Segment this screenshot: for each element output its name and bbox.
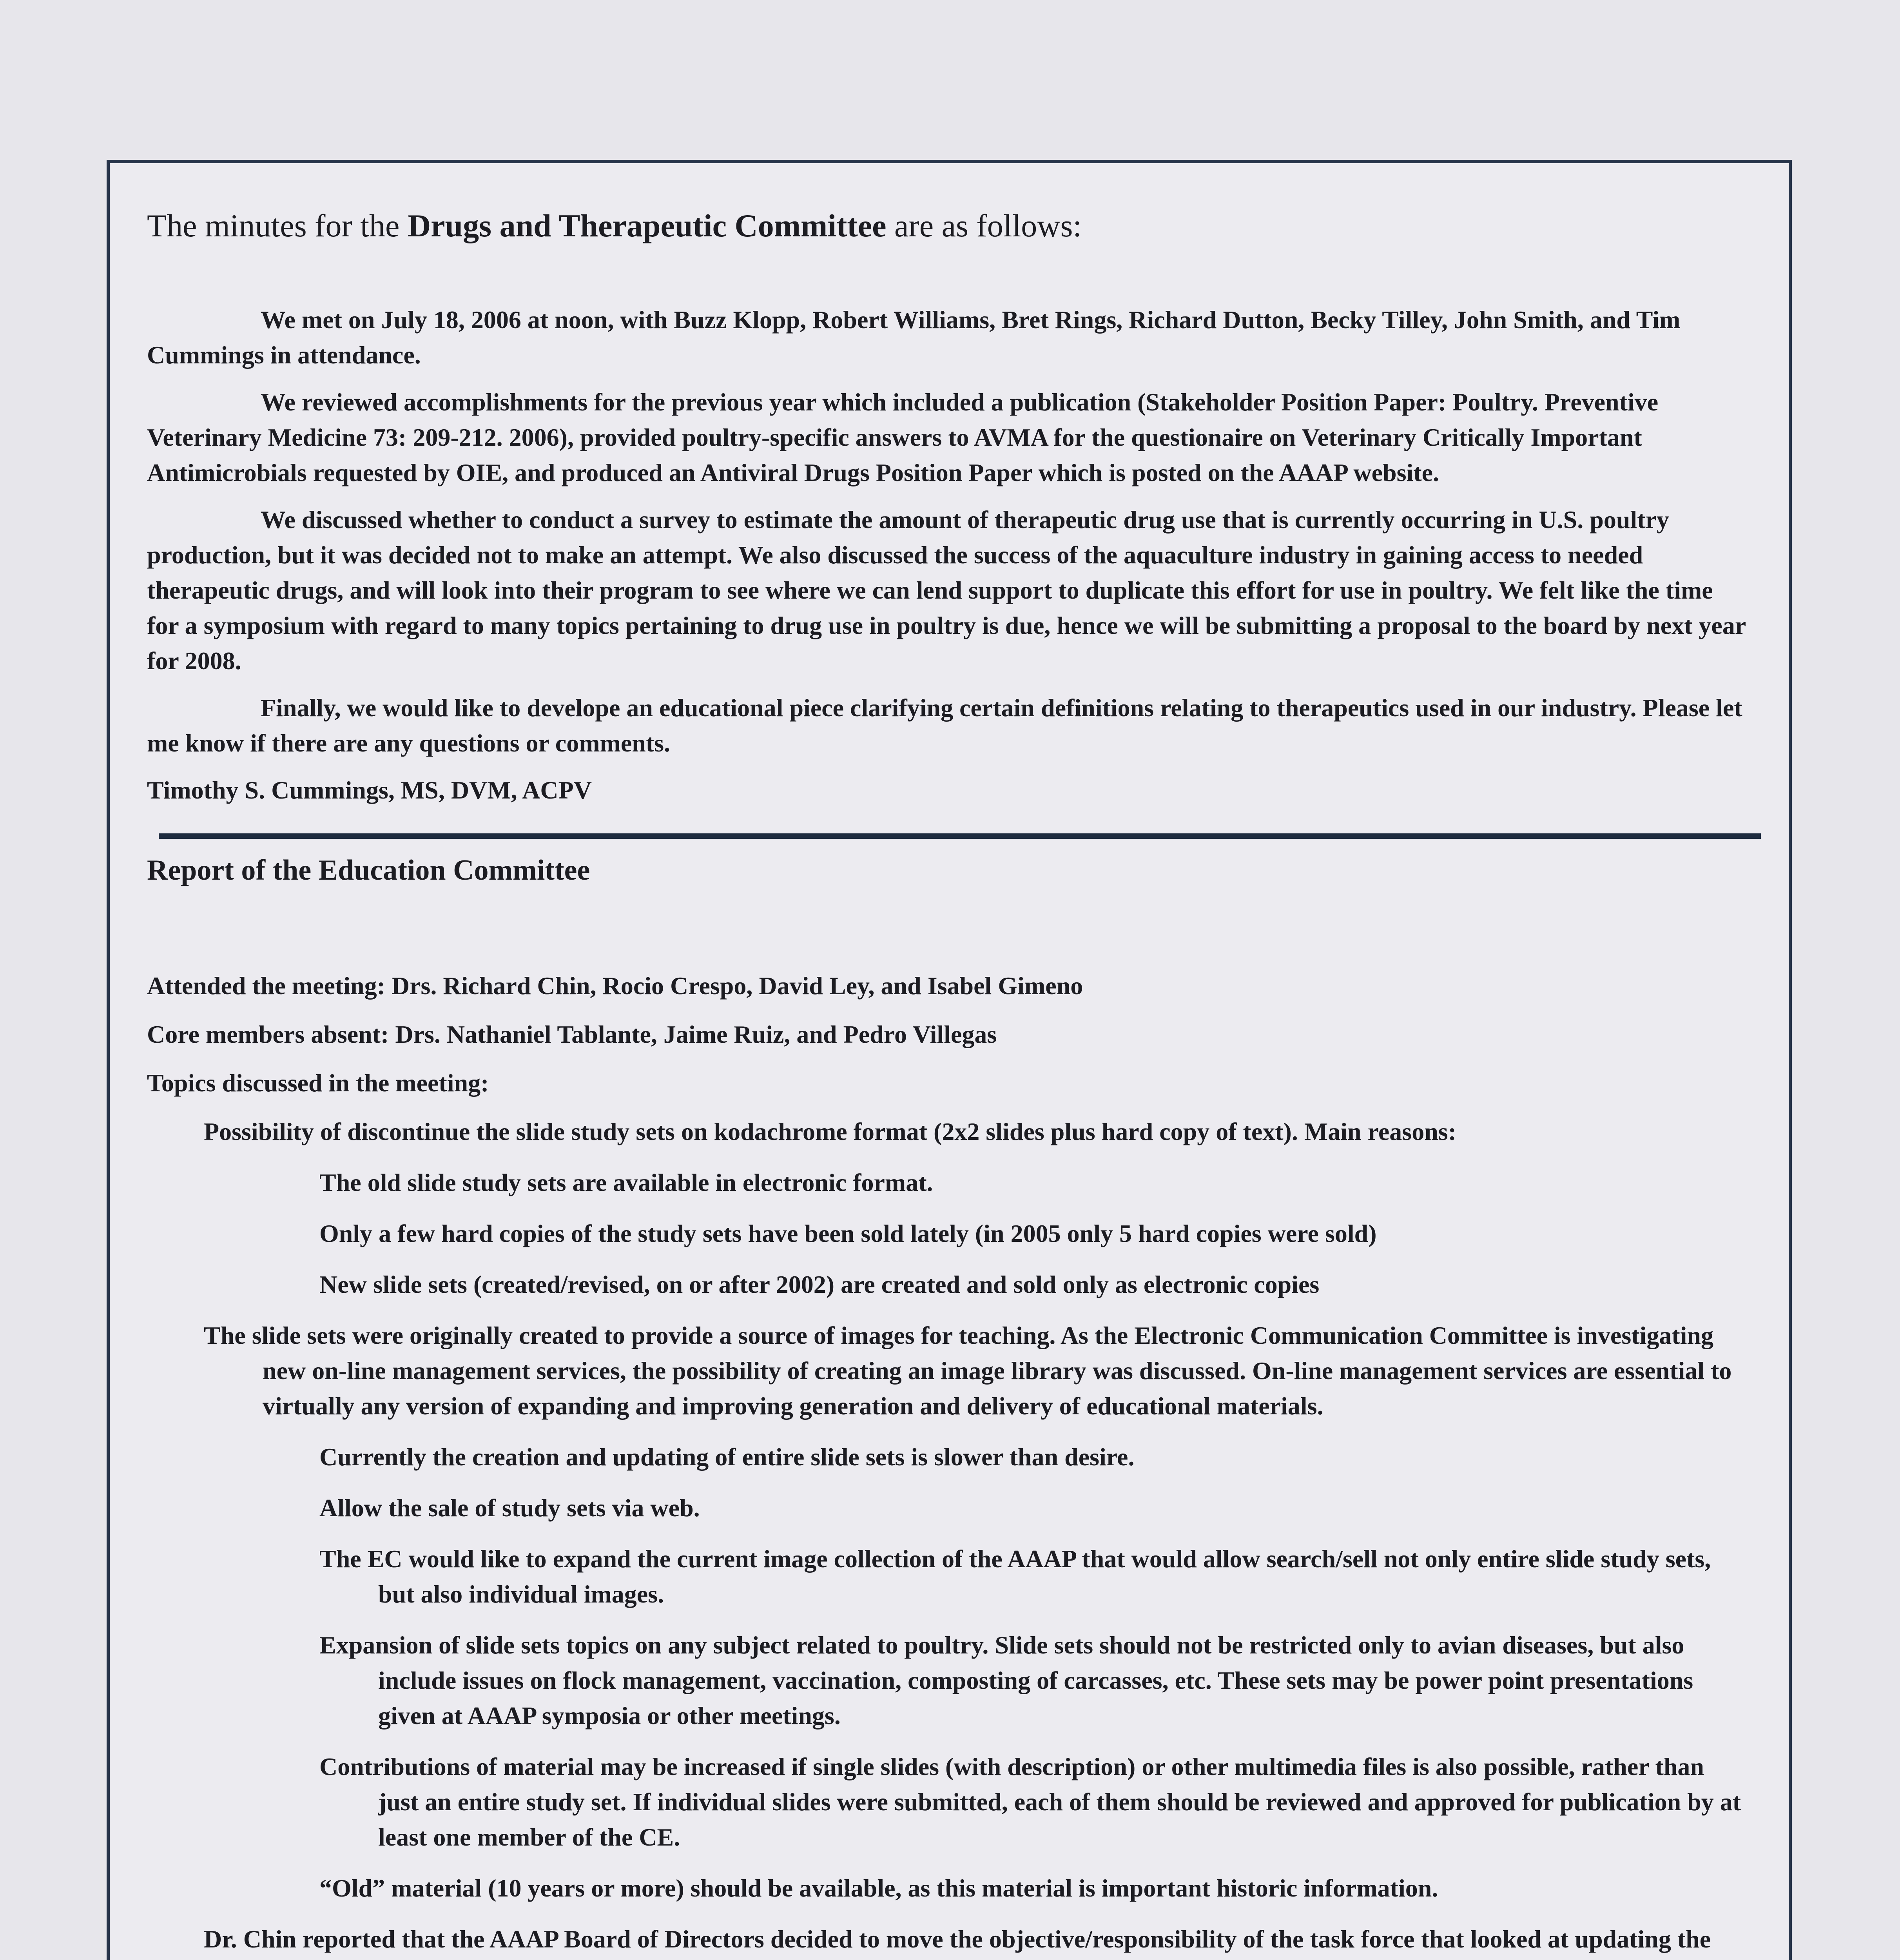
- topic-kodachrome: Possibility of discontinue the slide study sets on kodachrome format (2x2 slides plus hard copy of text). Main reasons:: [204, 1118, 1456, 1145]
- topics-label: Topics discussed in the meeting:: [147, 1069, 489, 1097]
- drugs-paragraph-survey: We discussed whether to conduct a survey to estimate the amount of therapeutic drug use that is currently occurring in U.S. poultry production, but it was decided not to make an attempt. We also discussed the success of the aquaculture industry in gaining access to needed therapeutic drugs, and will look into their program to see where we can lend support to duplicate this effort for use in poultry. We felt like the time for a symposium with regard to many topics pertaining to drug use in poultry is due, hence we will be submitting a proposal to the board by next year for 2008.: [147, 506, 1746, 675]
- topic-task-force: Dr. Chin reported that the AAAP Board of Directors decided to move the objective/responsibility of the task force that looked at updating the: [204, 1925, 1711, 1953]
- topic-kodachrome-reason: The old slide study sets are available in electronic format.: [319, 1169, 933, 1196]
- topic-image-library-point: Allow the sale of study sets via web.: [319, 1494, 700, 1522]
- topic-kodachrome-reason: Only a few hard copies of the study sets have been sold lately (in 2005 only 5 hard copies were sold): [319, 1220, 1377, 1247]
- topic-kodachrome-reason: New slide sets (created/revised, on or after 2002) are created and sold only as electronic copies: [319, 1270, 1320, 1298]
- heading-committee-name: Drugs and Therapeutic Committee: [407, 208, 887, 243]
- section-divider: [159, 833, 1761, 839]
- topic-image-library: The slide sets were originally created to provide a source of images for teaching. As the Electronic Communication Committee is investigating new on-line management services, the possibility of creating an image library was discussed. On-line management services are essential to virtually any version of expanding and improving generation and delivery of educational materials.: [204, 1321, 1732, 1420]
- document-content: [147, 204, 1750, 1960]
- drugs-paragraph-closing: Finally, we would like to develope an educational piece clarifying certain definitions relating to therapeutics used in our industry. Please let me know if there are any questions or comments.: [147, 694, 1742, 757]
- absent-line: Core members absent: Drs. Nathaniel Tablante, Jaime Ruiz, and Pedro Villegas: [147, 1020, 997, 1048]
- heading-prefix: The minutes for the: [147, 208, 408, 243]
- topic-image-library-point: “Old” material (10 years or more) should be available, as this material is important historic information.: [319, 1874, 1438, 1902]
- education-committee-title: Report of the Education Committee: [147, 854, 590, 886]
- topic-image-library-point: Expansion of slide sets topics on any subject related to poultry. Slide sets should not be restricted only to avian diseases, but also include issues on flock management, vaccination, composting of carcasses, etc. These sets may be power point presentations given at AAAP symposia or other meetings.: [319, 1631, 1693, 1730]
- signature: Timothy S. Cummings, MS, DVM, ACPV: [147, 776, 592, 804]
- drugs-committee-heading: [147, 204, 1750, 247]
- drugs-paragraph-accomplishments: We reviewed accomplishments for the previous year which included a publication (Stakeholder Position Paper: Poultry. Preventive Veterinary Medicine 73: 209-212. 2006), provided poultry-specific answers to AVMA for the questionaire on Veterinary Critically Important Antimicrobials requested by OIE, and produced an Antiviral Drugs Position Paper which is posted on the AAAP website.: [147, 388, 1659, 486]
- drugs-paragraph-attendance: We met on July 18, 2006 at noon, with Buzz Klopp, Robert Williams, Bret Rings, Richard Dutton, Becky Tilley, John Smith, and Tim Cummings in attendance.: [147, 306, 1681, 369]
- topic-image-library-point: Currently the creation and updating of entire slide sets is slower than desire.: [319, 1443, 1135, 1471]
- attended-line: Attended the meeting: Drs. Richard Chin, Rocio Crespo, David Ley, and Isabel Gimeno: [147, 972, 1083, 1000]
- page-frame: [107, 160, 1792, 1960]
- topic-image-library-point: The EC would like to expand the current image collection of the AAAP that would allow search/sell not only entire slide study sets, but also individual images.: [319, 1545, 1711, 1608]
- topic-image-library-point: Contributions of material may be increased if single slides (with description) or other multimedia files is also possible, rather than just an entire study set. If individual slides were submitted, each of them should be reviewed and approved for publication by at least one member of the CE.: [319, 1753, 1741, 1851]
- heading-suffix: are as follows:: [886, 208, 1082, 243]
